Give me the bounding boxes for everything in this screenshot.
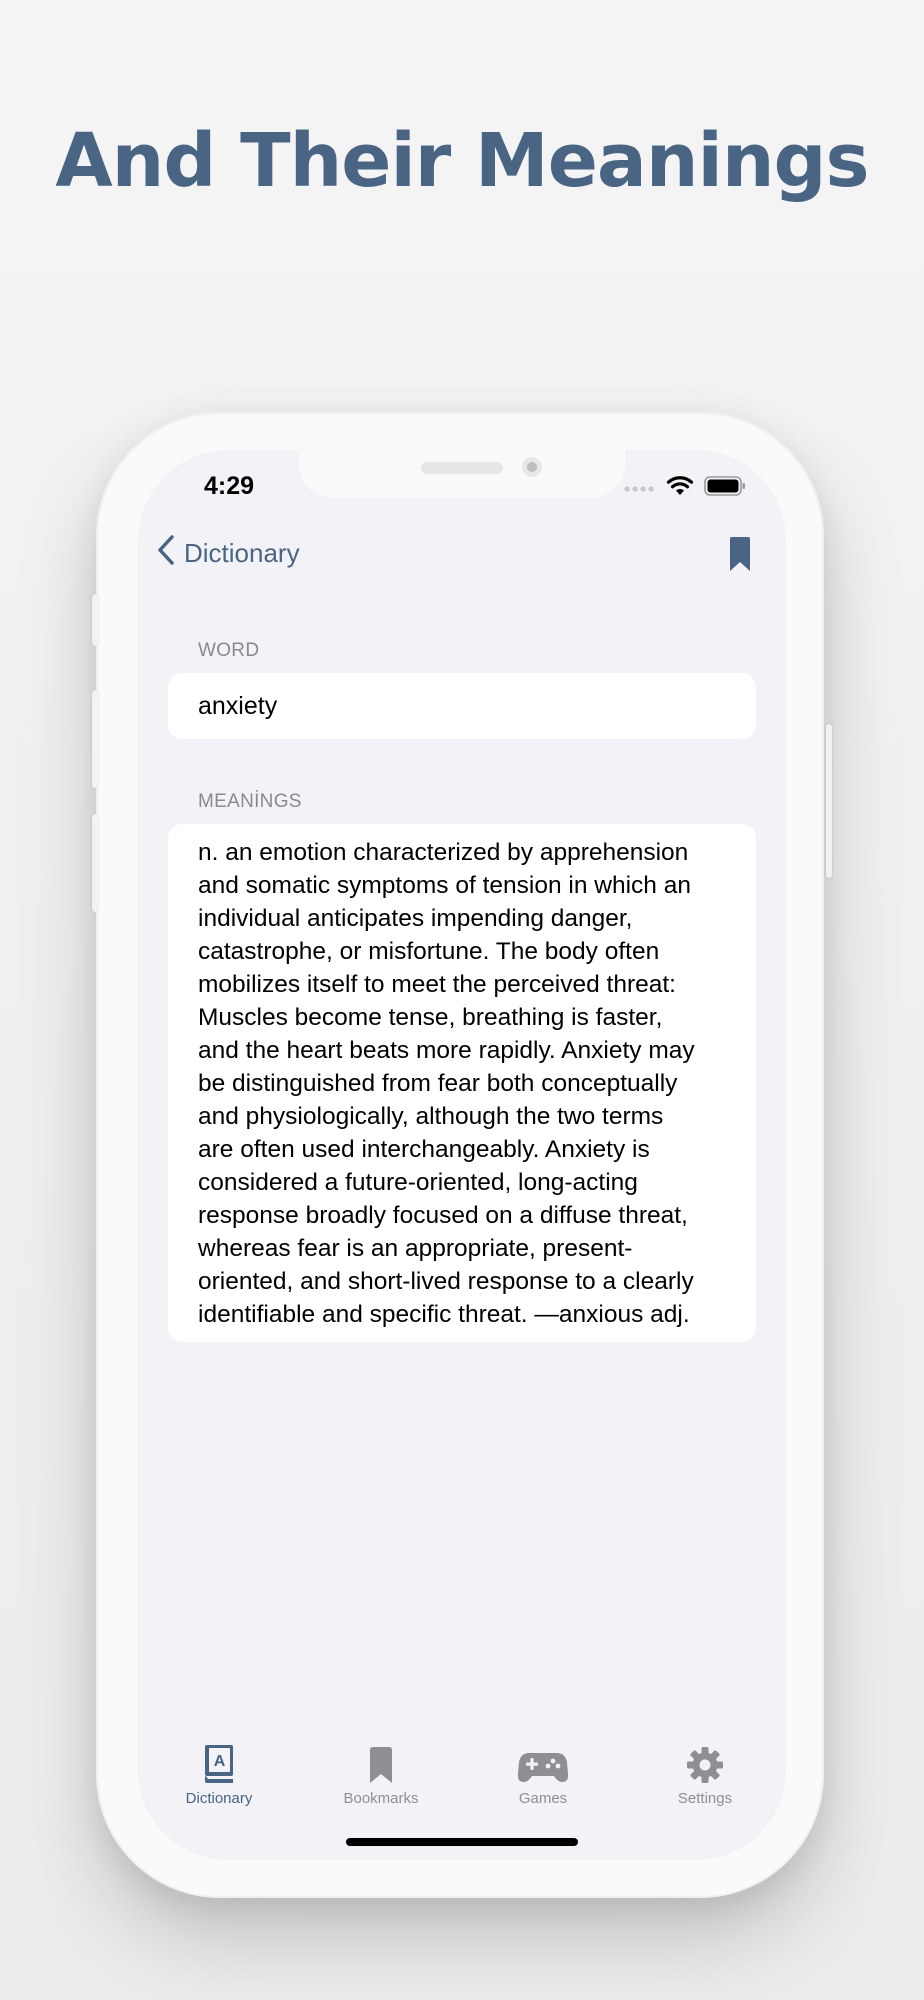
word-section-label: WORD — [198, 640, 260, 661]
meaning-line: identifiable and specific threat. —anxious adj. — [198, 1301, 690, 1328]
status-icons — [624, 475, 746, 502]
svg-text:A: A — [213, 1753, 226, 1770]
phone-screen — [138, 450, 786, 1860]
meaning-line: and somatic symptoms of tension in which an — [198, 872, 691, 899]
tab-label: Settings — [677, 1790, 733, 1807]
signal-icon — [624, 480, 656, 498]
meaning-line: are often used interchangeably. Anxiety is — [198, 1136, 650, 1163]
battery-icon — [704, 476, 746, 501]
tab-settings[interactable] — [624, 1740, 786, 1820]
bookmark-icon — [728, 559, 752, 576]
tab-bookmarks[interactable] — [300, 1740, 462, 1820]
tab-label: Games — [518, 1790, 568, 1807]
back-button[interactable] — [156, 534, 300, 573]
word-value: anxiety — [198, 691, 278, 720]
front-camera — [522, 457, 542, 477]
meaning-line: mobilizes itself to meet the perceived threat: — [198, 971, 676, 998]
promo-headline: And Their Meanings — [55, 118, 869, 204]
speaker-grille — [421, 462, 503, 474]
notch — [299, 450, 625, 498]
dictionary-book-icon — [203, 1740, 235, 1784]
tab-label: Dictionary — [185, 1790, 253, 1807]
tab-label: Bookmarks — [343, 1790, 419, 1807]
volume-up-button — [92, 690, 98, 788]
meaning-line: Muscles become tense, breathing is faster, — [198, 1004, 663, 1031]
meaning-line: and the heart beats more rapidly. Anxiety may — [198, 1037, 695, 1064]
bookmark-button[interactable] — [728, 536, 752, 577]
meaning-line: individual anticipates impending danger, — [198, 905, 633, 932]
status-time: 4:29 — [204, 472, 255, 500]
chevron-left-icon — [156, 534, 176, 573]
silent-switch — [92, 594, 98, 646]
wifi-icon — [666, 475, 694, 502]
meaning-line: and physiologically, although the two terms — [198, 1103, 664, 1130]
tab-games[interactable] — [462, 1740, 624, 1820]
meaning-line: be distinguished from fear both conceptually — [198, 1070, 678, 1097]
meanings-section-label: MEANİNGS — [198, 791, 302, 812]
bookmark-icon — [368, 1740, 394, 1784]
word-field[interactable] — [168, 673, 756, 739]
power-button — [826, 724, 832, 878]
volume-down-button — [92, 814, 98, 912]
tab-bar — [138, 1740, 786, 1820]
meaning-line: whereas fear is an appropriate, present- — [198, 1235, 633, 1262]
meaning-line: response broadly focused on a diffuse threat, — [198, 1202, 688, 1229]
tab-dictionary[interactable] — [138, 1740, 300, 1820]
meaning-line: considered a future-oriented, long-acting — [198, 1169, 638, 1196]
meanings-card — [168, 824, 756, 1342]
meaning-line: n. an emotion characterized by apprehension — [198, 839, 689, 866]
gamepad-icon — [517, 1740, 569, 1784]
home-indicator — [346, 1838, 578, 1846]
gear-icon — [686, 1740, 724, 1784]
meaning-line: catastrophe, or misfortune. The body often — [198, 938, 660, 965]
meaning-line: oriented, and short-lived response to a clearly — [198, 1268, 694, 1295]
back-button-label: Dictionary — [184, 538, 300, 568]
